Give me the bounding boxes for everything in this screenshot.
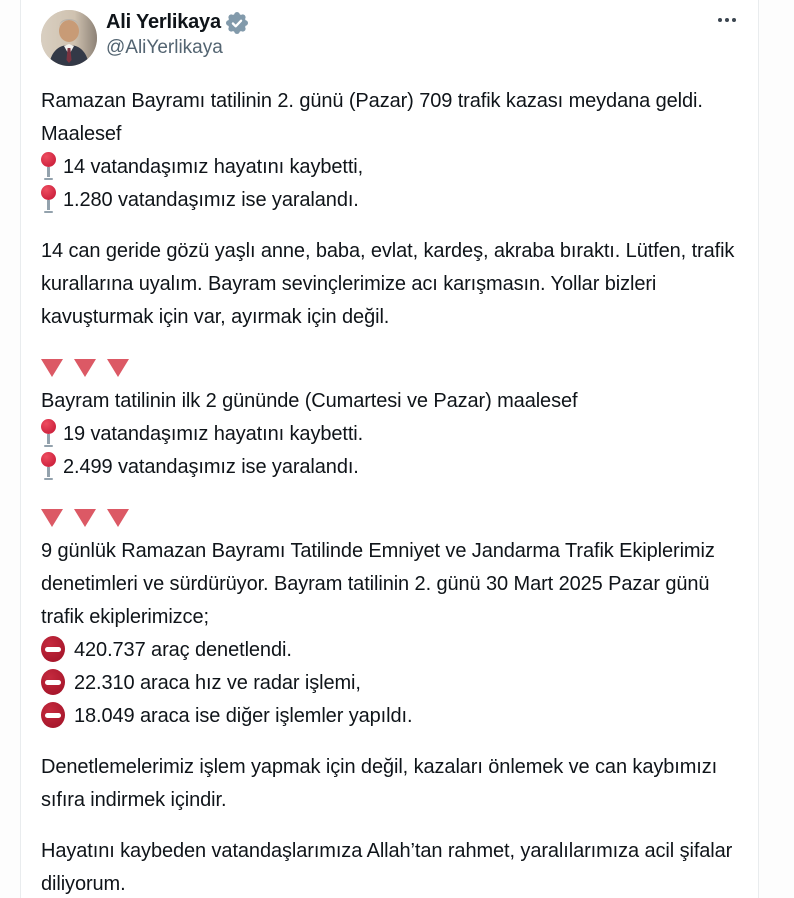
tweet-line-text: Bayram tatilinin ilk 2 gününde (Cumartesi ve Pazar) maalesef (41, 390, 578, 412)
tweet-line-text: 2.499 vatandaşımız ise yaralandı. (63, 456, 359, 478)
pin-foot (44, 445, 53, 447)
tweet-text (41, 85, 736, 898)
tweet-line (41, 700, 736, 733)
tweet-line-text: 22.310 araca hız ve radar işlemi, (74, 672, 361, 694)
tweet-line-text: Ramazan Bayramı tatilinin 2. günü (Pazar) 709 trafik kazası meydana geldi. Maalesef (41, 90, 703, 145)
tweet-line (41, 151, 736, 184)
no-entry-icon (41, 636, 65, 662)
tweet-paragraph (41, 85, 736, 217)
pin-foot (44, 478, 53, 480)
tweet-line (41, 352, 736, 385)
pin-foot (44, 178, 53, 180)
tweet-paragraph (41, 235, 736, 334)
tweet-line (41, 835, 736, 898)
user-handle[interactable]: @AliYerlikaya (106, 37, 223, 58)
tweet-line-text: Denetlemelerimiz işlem yapmak için değil, kazaları önlemek ve can kaybımızı sıfıra indirmek içindir. (41, 756, 718, 811)
tweet (20, 0, 759, 898)
tweet-line-text: 420.737 araç denetlendi. (74, 639, 292, 661)
pin-icon (41, 419, 56, 447)
tweet-line-text: 19 vatandaşımız hayatını kaybetti. (63, 423, 364, 445)
tweet-line-text: 14 vatandaşımız hayatını kaybetti, (63, 156, 364, 178)
triangle-down-icon (74, 509, 96, 527)
tweet-line (41, 751, 736, 817)
user-names (106, 10, 712, 59)
triangle-down-icon (107, 359, 129, 377)
tweet-paragraph (41, 835, 736, 898)
tweet-paragraph (41, 352, 736, 484)
more-dot (725, 18, 729, 22)
tweet-line-text: Hayatını kaybeden vatandaşlarımıza Allah’tan rahmet, yaralılarımıza acil şifalar diliyorum. (41, 840, 733, 895)
tweet-line-text: 9 günlük Ramazan Bayramı Tatilinde Emniyet ve Jandarma Trafik Ekiplerimiz denetimleri ve sürdürüyor. Bayram tatilinin 2. günü 30 Mart 2025 Pazar günü trafik ekiplerimizce; (41, 540, 715, 628)
triangle-down-icon (41, 509, 63, 527)
tweet-line-text: 18.049 araca ise diğer işlemler yapıldı. (74, 705, 413, 727)
tweet-line-text: 14 can geride gözü yaşlı anne, baba, evlat, kardeş, akraba bıraktı. Lütfen, trafik kurallarına uyalım. Bayram sevinçlerimize acı karışmasın. Yollar bizleri kavuşturmak için var, ayırmak için değil. (41, 240, 735, 328)
tweet-line (41, 451, 736, 484)
pin-icon (41, 452, 56, 480)
more-dot (732, 18, 736, 22)
tweet-line (41, 85, 736, 151)
tweet-paragraph (41, 751, 736, 817)
display-name[interactable]: Ali Yerlikaya (106, 11, 221, 33)
no-entry-icon (41, 702, 65, 728)
more-button[interactable] (712, 12, 742, 28)
pin-icon (41, 152, 56, 180)
tweet-line (41, 235, 736, 334)
name-row (106, 11, 712, 34)
no-entry-icon (41, 669, 65, 695)
tweet-header (41, 10, 736, 66)
tweet-line (41, 667, 736, 700)
triangle-down-icon (107, 509, 129, 527)
tweet-paragraph (41, 502, 736, 733)
pin-icon (41, 185, 56, 213)
avatar-photo (41, 10, 97, 66)
tweet-line (41, 385, 736, 418)
tweet-line (41, 634, 736, 667)
triangle-down-icon (41, 359, 63, 377)
triangle-down-icon (74, 359, 96, 377)
verified-badge-icon (226, 12, 248, 34)
avatar[interactable] (41, 10, 97, 66)
tweet-line (41, 418, 736, 451)
pin-foot (44, 211, 53, 213)
tweet-line (41, 184, 736, 217)
tweet-line (41, 535, 736, 634)
tweet-line (41, 502, 736, 535)
more-dot (718, 18, 722, 22)
tweet-line-text: 1.280 vatandaşımız ise yaralandı. (63, 189, 359, 211)
